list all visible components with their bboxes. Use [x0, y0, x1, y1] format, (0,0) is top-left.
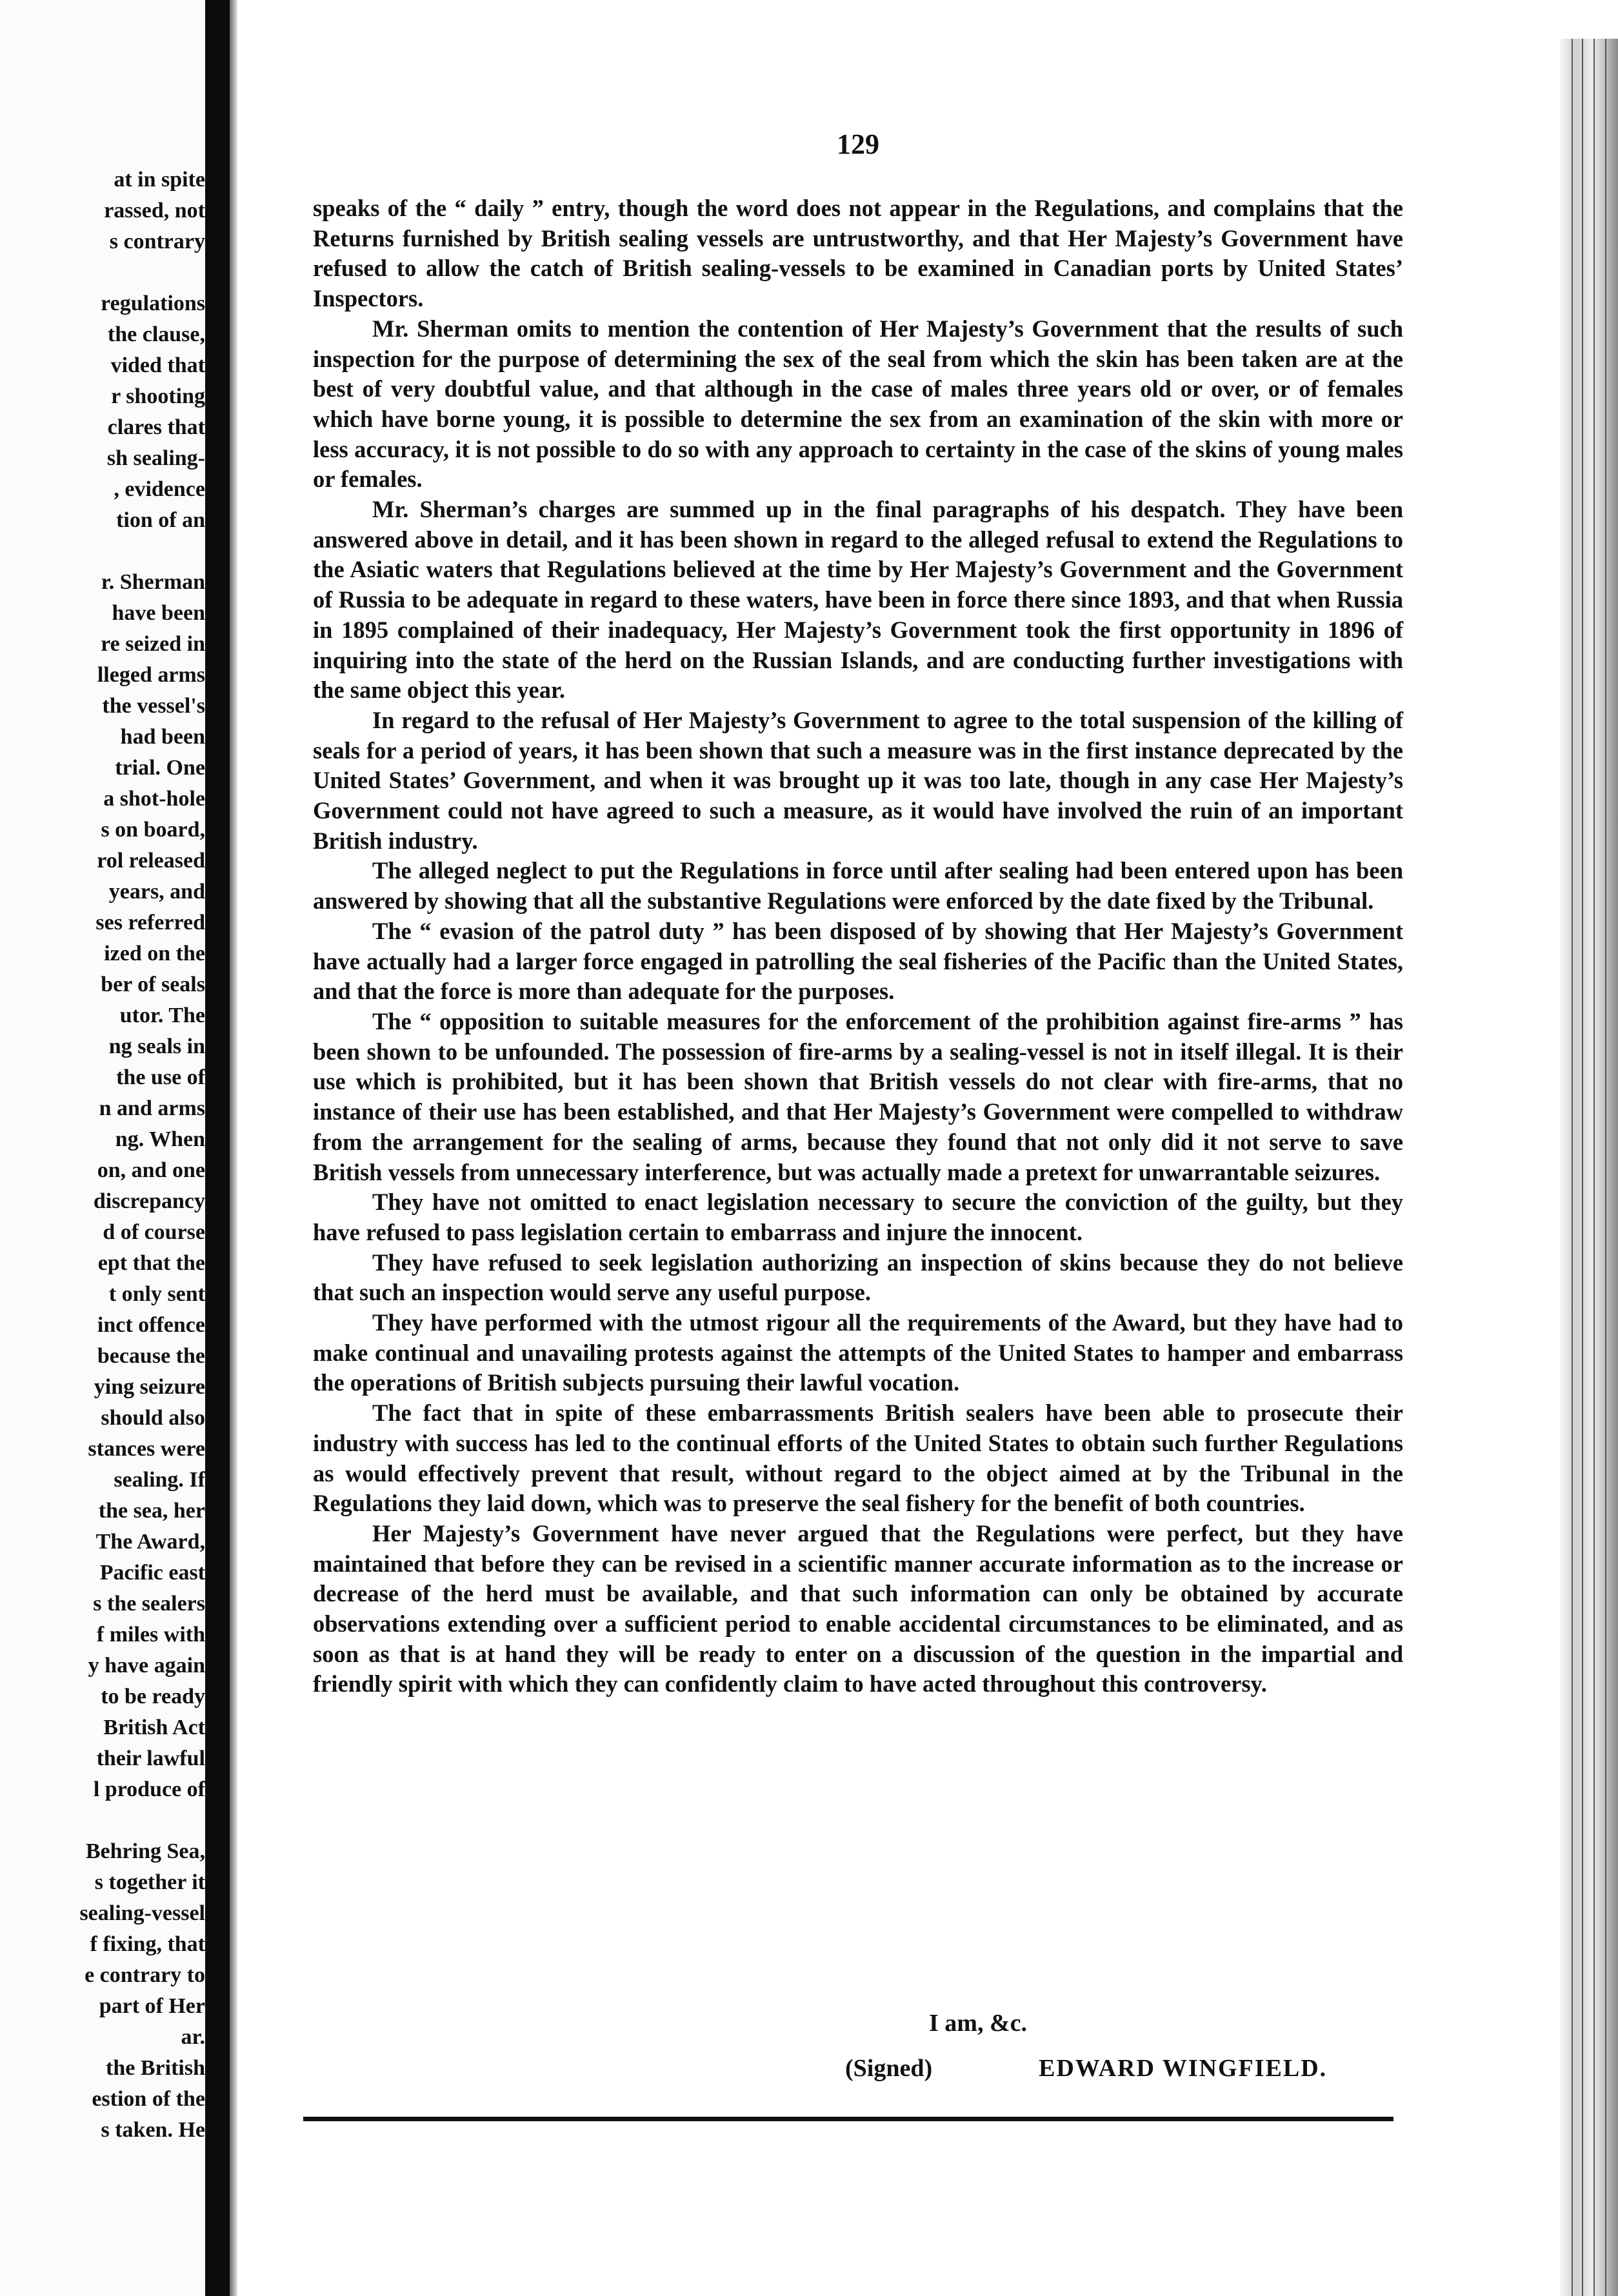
facing-page-line: estion of the: [92, 2087, 205, 2111]
facing-page-line: l produce of: [93, 1777, 205, 1801]
facing-page-line: on, and one: [97, 1158, 205, 1182]
facing-page-line: the British: [106, 2056, 205, 2080]
facing-page-line: s the sealers: [93, 1592, 205, 1616]
facing-page-line: trial. One: [115, 756, 205, 780]
signed-label: (Signed): [845, 2055, 933, 2082]
facing-page-line: years, and: [108, 880, 205, 904]
facing-page-line: r. Sherman: [101, 570, 205, 594]
paragraph: They have performed with the utmost rigour all the requirements of the Award, but they have had to make continual and unavailing protests against the attempts of the United States to hamper and embarrass the operations of British subjects pursuing their lawful vocation.: [313, 1309, 1403, 1396]
paragraph: The fact that in spite of these embarrassments British sealers have been able to prosecute their industry with success has led to the continual efforts of the United States to obtain such further Regulations as would effectively prevent that result, without regard to the object aimed at by the Tribunal in the Regulations they laid down, which was to preserve the seal fishery for the benefit of both countries.: [313, 1400, 1403, 1517]
facing-page-line: d of course: [103, 1220, 205, 1244]
facing-page-line: lleged arms: [97, 663, 205, 687]
facing-page-line: f fixing, that: [90, 1932, 205, 1956]
facing-page-line: s taken. He: [101, 2118, 205, 2142]
facing-page-line: the use of: [116, 1065, 205, 1089]
signatory-name: EDWARD WINGFIELD.: [1039, 2055, 1328, 2082]
paragraph: Mr. Sherman’s charges are summed up in the final paragraphs of his despatch. They have been answered above in detail, and it has been shown in regard to the alleged refusal to extend the Regulations to the Asiatic waters that Regulations believed at the time by Her Majesty’s Government and the Government of Russia to be adequate in regard to these waters, have been in force there since 1893, and that when Russia in 1895 complained of their inadequacy, Her Majesty’s Government took the first opportunity in 1896 of inquiring into the state of the herd on the Russian Islands, and are conducting further investigations with the same object this year.: [313, 496, 1403, 704]
facing-page-line: , evidence: [114, 477, 205, 501]
facing-page-line: should also: [101, 1406, 205, 1430]
facing-page-line: because the: [97, 1344, 205, 1368]
facing-page-line: have been: [112, 601, 205, 625]
facing-page-line: n and arms: [99, 1096, 205, 1120]
paragraph: They have refused to seek legislation authorizing an inspection of skins because they do not believe that such an inspection would serve any useful purpose.: [313, 1249, 1403, 1306]
facing-page-line: re seized in: [101, 632, 205, 656]
facing-page-line: s contrary: [109, 230, 205, 253]
facing-page-line: rassed, not: [104, 199, 205, 223]
facing-page-line: ept that the: [97, 1251, 205, 1275]
paragraph: Her Majesty’s Government have never argued that the Regulations were perfect, but they have maintained that before they can be revised in a scientific manner accurate information as to the increase or decrease of the herd must be available, and that such information can only be obtained by accurate observations extending over a sufficient period to enable accidental circumstances to be eliminated, and as soon as that is at hand they will be ready to enter on a discussion of the question in the impartial and friendly spirit with which they can confidently claim to have acted throughout this controversy.: [313, 1519, 1403, 1697]
paragraph: The “ opposition to suitable measures for the enforcement of the prohibition against fire-arms ” has been shown to be unfounded. The possession of fire-arms by a sealing-vessel is not in itself illegal. It is their use which is prohibited, but it has been shown that British vessels do not clear with fire-arms, that no instance of their use has been established, and that Her Majesty’s Government were compelled to withdraw from the arrangement for the sealing of arms, because they found that not only did it not serve to save British vessels from unnecessary interference, but was actually made a pretext for unwarrantable seizures.: [313, 1007, 1403, 1185]
facing-page-line: The Award,: [95, 1530, 205, 1554]
paragraph: The “ evasion of the patrol duty ” has been disposed of by showing that Her Majesty’s Government have actually had a larger force engaged in patrolling the seal fisheries of the Pacific than the United States, and that the force is more than adequate for the purposes.: [313, 917, 1403, 1005]
facing-page-line: tion of an: [116, 508, 205, 532]
facing-page-line: s on board,: [101, 818, 205, 842]
facing-page-line: Pacific east: [99, 1561, 205, 1585]
facing-page-line: ying seizure: [94, 1375, 205, 1399]
facing-page-line: the clause,: [107, 322, 205, 346]
facing-page-line: ized on the: [104, 942, 205, 965]
facing-page-line: rol released: [97, 849, 205, 873]
facing-page-line: the sea, her: [98, 1499, 205, 1523]
facing-page-line: r shooting: [111, 384, 205, 408]
facing-page-line: s together it: [94, 1870, 205, 1894]
facing-page-line: discrepancy: [93, 1189, 205, 1213]
facing-page-line: regulations: [101, 292, 205, 315]
book-gutter: [205, 0, 230, 2296]
page-number: 129: [837, 128, 879, 160]
facing-page-line: at in spite: [114, 168, 205, 192]
facing-page-line: part of Her: [99, 1994, 205, 2018]
facing-page-line: e contrary to: [85, 1963, 205, 1987]
facing-page-line: f miles with: [96, 1623, 205, 1647]
facing-page-line: t only sent: [108, 1282, 205, 1306]
facing-page-line: clares that: [107, 415, 205, 439]
body-text: [313, 193, 1403, 1699]
facing-page-line: y have again: [88, 1654, 205, 1677]
facing-page-line: stances were: [88, 1437, 205, 1461]
facing-page-line: had been: [120, 725, 205, 749]
facing-page-line: ber of seals: [101, 973, 205, 996]
facing-page-line: Behring Sea,: [85, 1839, 205, 1863]
paragraph: They have not omitted to enact legislation necessary to secure the conviction of the guilty, but they have refused to pass legislation certain to embarrass and injure the innocent.: [313, 1189, 1403, 1245]
paragraph: speaks of the “ daily ” entry, though the word does not appear in the Regulations, and complains that the Returns furnished by British sealing vessels are untrustworthy, and that Her Majesty’s Government have refused to allow the catch of British sealing-vessels to be examined in Canadian ports by United States’ Inspectors.: [313, 195, 1403, 312]
facing-page-line: ng seals in: [108, 1034, 205, 1058]
facing-page-line: their lawful: [96, 1747, 205, 1770]
facing-page-line: British Act: [103, 1716, 205, 1739]
facing-page-line: to be ready: [101, 1685, 205, 1708]
end-rule: [303, 2117, 1393, 2121]
facing-page-line: ar.: [181, 2025, 205, 2049]
facing-page-line: the vessel's: [102, 694, 205, 718]
gutter-shadow: [230, 0, 237, 2296]
facing-page-line: sealing. If: [114, 1468, 205, 1492]
facing-page-line: ses referred: [95, 911, 205, 935]
facing-page-fragment: [0, 0, 205, 2296]
paragraph: Mr. Sherman omits to mention the contention of Her Majesty’s Government that the results of such inspection for the purpose of determining the sex of the seal from which the skin has been taken are at the best of very doubtful value, and that although in the case of males three years old or over, or of females which have borne young, it is possible to determine the sex from an examination of the skin with more or less accuracy, it is not possible to do so with any approach to certainty in the case of the skins of young males or females.: [313, 315, 1403, 493]
facing-page-line: ng. When: [115, 1127, 205, 1151]
page-edge-stack: [1560, 39, 1618, 2296]
facing-page-line: inct offence: [97, 1313, 205, 1337]
paragraph: In regard to the refusal of Her Majesty’s Government to agree to the total suspension of the killing of seals for a period of years, it has been shown that such a measure was in the first instance deprecated by the United States’ Government, and when it was brought up it was too late, though in any case Her Majesty’s Government could not have agreed to such a measure, as it would have involved the ruin of an important British industry.: [313, 706, 1403, 854]
facing-page-line: vided that: [110, 353, 205, 377]
facing-page-line: sealing-vessel: [79, 1901, 205, 1925]
closing-phrase: I am, &c.: [929, 2010, 1027, 2037]
facing-page-line: a shot-hole: [103, 787, 205, 811]
facing-page-line: sh sealing-: [106, 446, 205, 470]
paragraph: The alleged neglect to put the Regulations in force until after sealing had been entered upon has been answered by showing that all the substantive Regulations were enforced by the date fixed by the Tribunal.: [313, 857, 1403, 915]
facing-page-line: utor. The: [119, 1004, 205, 1027]
